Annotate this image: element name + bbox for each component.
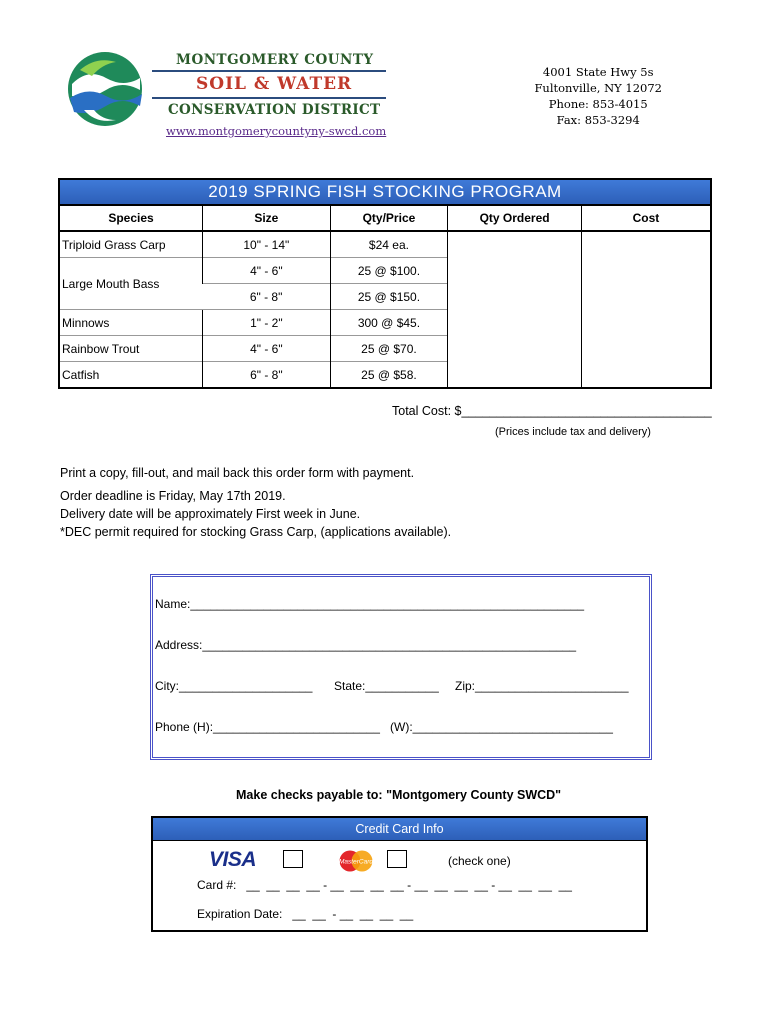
price-cell: 25 @ $58. bbox=[330, 362, 448, 389]
phone-number: Phone: 853-4015 bbox=[548, 97, 648, 111]
address-line2: Fultonville, NY 12072 bbox=[534, 81, 662, 95]
price-cell: $24 ea. bbox=[330, 231, 448, 258]
table-header-row bbox=[59, 205, 711, 231]
name-field[interactable]: Name:___________________________________________________________ bbox=[155, 597, 585, 611]
size-cell: 4" - 6" bbox=[203, 336, 331, 362]
price-cell: 25 @ $100. bbox=[330, 258, 448, 284]
species-cell: Catfish bbox=[59, 362, 203, 389]
visa-checkbox[interactable] bbox=[283, 850, 303, 868]
instruction-line: *DEC permit required for stocking Grass Carp, (applications available). bbox=[60, 525, 452, 539]
header-divider bbox=[152, 97, 386, 99]
column-header: Size bbox=[203, 205, 331, 231]
zip-field[interactable]: Zip:_______________________ bbox=[455, 679, 629, 693]
column-header: Qty Ordered bbox=[448, 205, 582, 231]
org-name-line1: MONTGOMERY COUNTY bbox=[176, 52, 374, 68]
instruction-line: Print a copy, fill-out, and mail back this order form with payment. bbox=[60, 466, 415, 480]
phone-work-field[interactable]: (W):______________________________ bbox=[390, 720, 613, 734]
instruction-line: Delivery date will be approximately First week in June. bbox=[60, 507, 361, 521]
price-cell: 300 @ $45. bbox=[330, 310, 448, 336]
header-divider bbox=[152, 70, 386, 72]
city-field[interactable]: City:____________________ bbox=[155, 679, 313, 693]
species-cell: Triploid Grass Carp bbox=[59, 231, 203, 258]
program-title: 2019 SPRING FISH STOCKING PROGRAM bbox=[58, 178, 712, 204]
card-number-field[interactable]: Card #: __ __ __ __ - __ __ __ __ - __ __ __ __ - __ __ __ __ bbox=[197, 878, 572, 892]
fish-order-table bbox=[58, 204, 712, 389]
fax-number: Fax: 853-3294 bbox=[556, 113, 640, 127]
org-name-line2: SOIL & WATER bbox=[196, 74, 353, 94]
column-header: Qty/Price bbox=[330, 205, 448, 231]
address-line1: 4001 State Hwy 5s bbox=[542, 65, 654, 79]
contact-address bbox=[534, 64, 662, 128]
expiration-date-field[interactable]: Expiration Date: __ __ - __ __ __ __ bbox=[197, 907, 414, 921]
credit-card-header: Credit Card Info bbox=[153, 818, 646, 841]
species-cell: Rainbow Trout bbox=[59, 336, 203, 362]
district-logo bbox=[66, 50, 144, 128]
mastercard-checkbox[interactable] bbox=[387, 850, 407, 868]
cost-field[interactable] bbox=[581, 231, 711, 388]
website-link[interactable]: www.montgomerycountyny-swcd.com bbox=[166, 124, 387, 138]
phone-home-field[interactable]: Phone (H):_________________________ bbox=[155, 720, 380, 734]
price-note: (Prices include tax and delivery) bbox=[495, 426, 651, 438]
size-cell: 1" - 2" bbox=[203, 310, 331, 336]
state-field[interactable]: State:___________ bbox=[334, 679, 439, 693]
org-name-line3: CONSERVATION DISTRICT bbox=[168, 102, 381, 118]
price-cell: 25 @ $70. bbox=[330, 336, 448, 362]
size-cell: 6" - 8" bbox=[203, 362, 331, 389]
size-cell: 4" - 6" bbox=[203, 258, 331, 284]
mastercard-wordmark: MasterCard bbox=[339, 858, 373, 866]
mastercard-logo bbox=[337, 850, 375, 872]
check-one-label: (check one) bbox=[448, 854, 511, 868]
total-cost-field[interactable]: Total Cost: $____________________________________ bbox=[392, 404, 712, 418]
price-cell: 25 @ $150. bbox=[330, 284, 448, 310]
table-row bbox=[59, 231, 711, 258]
species-cell: Minnows bbox=[59, 310, 203, 336]
column-header: Species bbox=[59, 205, 203, 231]
credit-card-box bbox=[151, 816, 648, 932]
species-cell: Large Mouth Bass bbox=[59, 258, 203, 310]
instruction-line: Order deadline is Friday, May 17th 2019. bbox=[60, 489, 286, 503]
size-cell: 6" - 8" bbox=[203, 284, 331, 310]
visa-logo: VISA bbox=[209, 848, 257, 871]
qty-ordered-field[interactable] bbox=[448, 231, 582, 388]
size-cell: 10" - 14" bbox=[203, 231, 331, 258]
checks-payable-note: Make checks payable to: "Montgomery County SWCD" bbox=[236, 788, 562, 802]
address-field[interactable]: Address:________________________________________________________ bbox=[155, 638, 577, 652]
column-header: Cost bbox=[581, 205, 711, 231]
